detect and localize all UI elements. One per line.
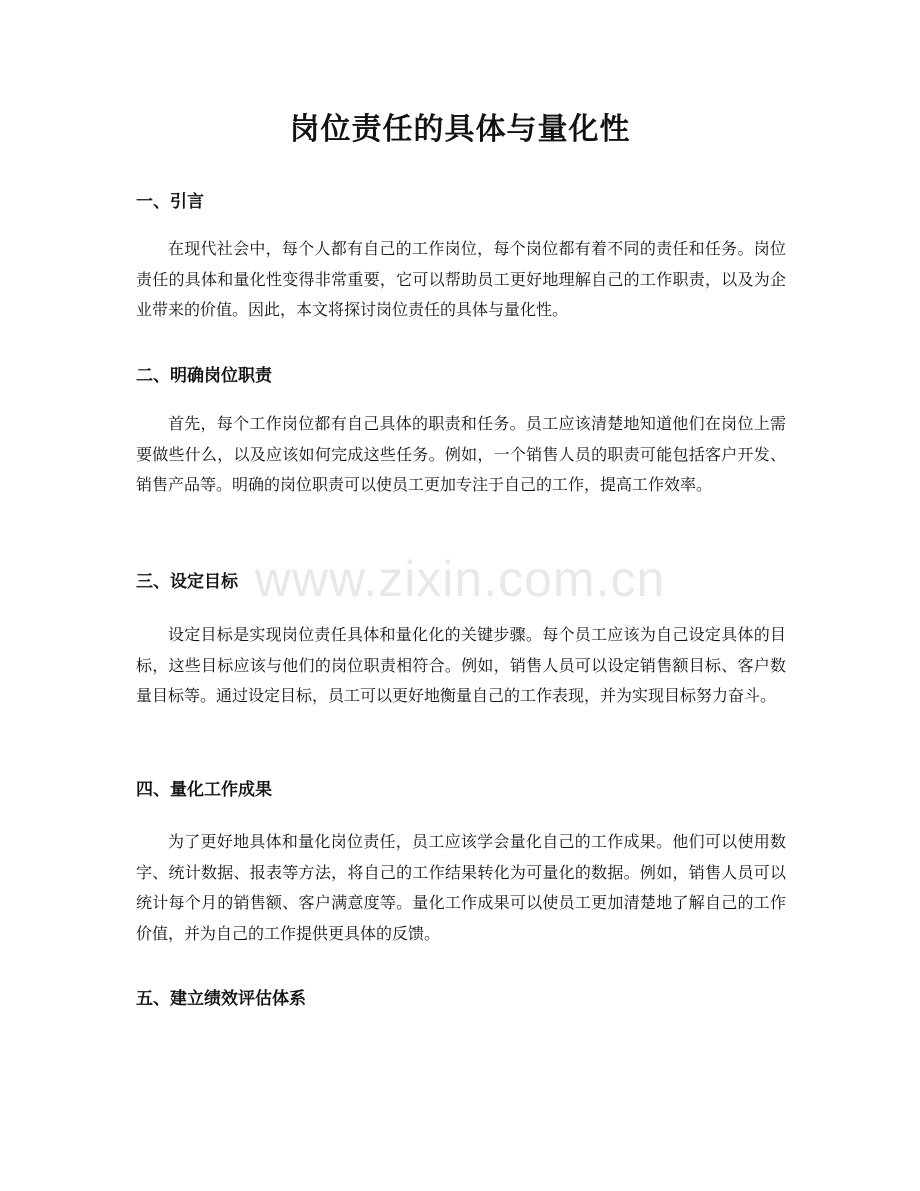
section-paragraph-set-goals: 设定目标是实现岗位责任具体和量化化的关键步骤。每个员工应该为自己设定具体的目标，这些目标应该与他们的岗位职责相符合。例如，销售人员可以设定销售额目标、客户数量目标等。通过设定目标，员工可以更好地衡量自己的工作表现，并为实现目标努力奋斗。	[136, 625, 786, 705]
section-heading-quantify-results: 四、量化工作成果	[136, 780, 272, 800]
section-paragraph-define-duties: 首先，每个工作岗位都有自己具体的职责和任务。员工应该清楚地知道他们在岗位上需要做些什么，以及应该如何完成这些任务。例如，一个销售人员的职责可能包括客户开发、销售产品等。明确的岗位职责可以使员工更加专注于自己的工作，提高工作效率。	[136, 414, 786, 494]
section-heading-define-duties: 二、明确岗位职责	[136, 366, 272, 386]
section-paragraph-introduction: 在现代社会中，每个人都有自己的工作岗位，每个岗位都有着不同的责任和任务。岗位责任的具体和量化性变得非常重要，它可以帮助员工更好地理解自己的工作职责，以及为企业带来的价值。因此，本文将探讨岗位责任的具体与量化性。	[136, 239, 786, 319]
document-title: 岗位责任的具体与量化性	[289, 112, 631, 147]
section-heading-set-goals: 三、设定目标	[136, 572, 238, 592]
section-heading-introduction: 一、引言	[136, 192, 204, 212]
section-paragraph-quantify-results: 为了更好地具体和量化岗位责任，员工应该学会量化自己的工作成果。他们可以使用数字、统计数据、报表等方法，将自己的工作结果转化为可量化的数据。例如，销售人员可以统计每个月的销售额、客户满意度等。量化工作成果可以使员工更加清楚地了解自己的工作价值，并为自己的工作提供更具体的反馈。	[136, 832, 786, 943]
section-heading-performance-system: 五、建立绩效评估体系	[136, 989, 306, 1009]
watermark: www.zixin.com.cn	[254, 551, 666, 607]
